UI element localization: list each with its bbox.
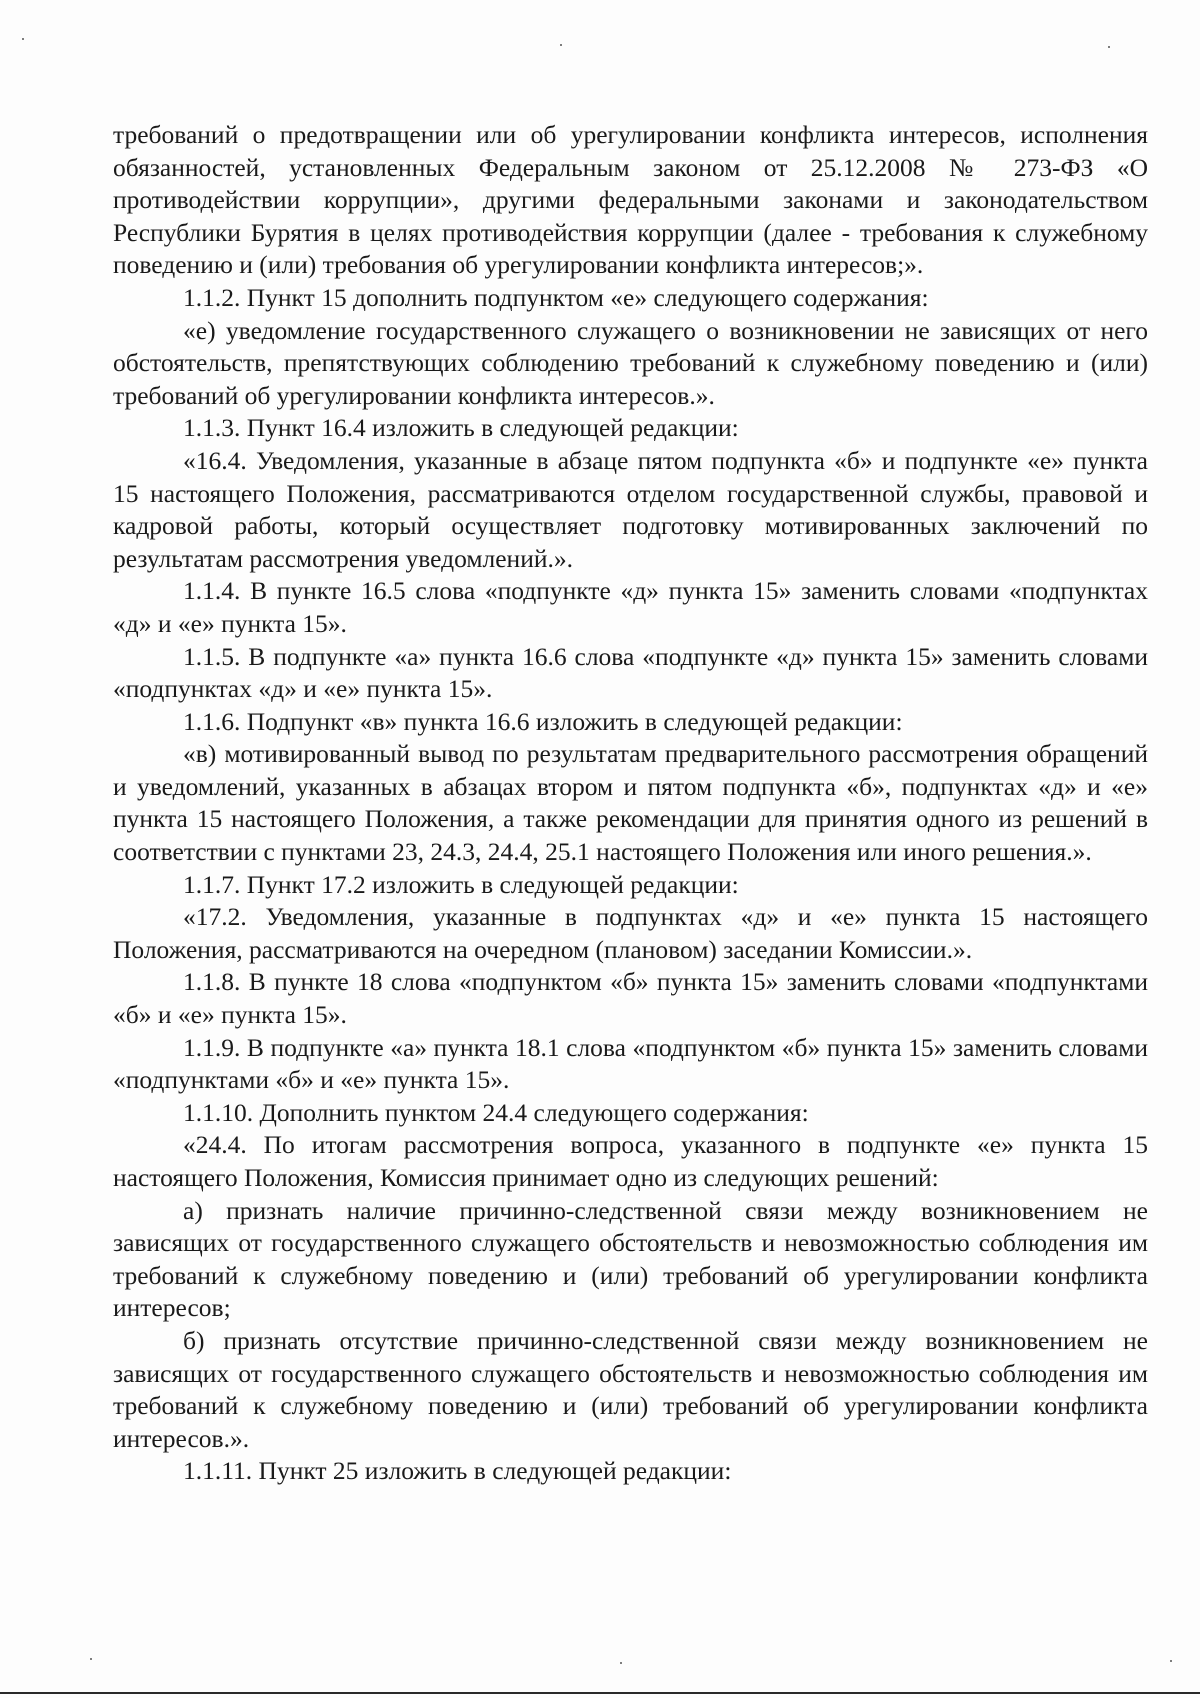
paragraph-1-1-11: 1.1.11. Пункт 25 изложить в следующей редакции:: [183, 1456, 732, 1486]
scan-speck: [90, 1658, 92, 1660]
paragraph-1-1-7: 1.1.7. Пункт 17.2 изложить в следующей редакции:: [183, 869, 739, 899]
paragraph-1-1-9: 1.1.9. В подпункте «а» пункта 18.1 слова «подпунктом «б» пункта 15» заменить словами «подпунктами «б» и «е» пункта 15».: [113, 1032, 1148, 1095]
paragraph-1-1-2: 1.1.2. Пункт 15 дополнить подпунктом «е» следующего содержания:: [183, 282, 929, 312]
paragraph-decision-a: а) признать наличие причинно-следственной связи между возникновением не зависящих от государственного служащего обстоятельств и невозможностью соблюдения им требований к служебному поведению и (или) требований об урегулировании конфликта интересов;: [113, 1195, 1148, 1323]
paragraph-subitem-e: «е) уведомление государственного служащего о возникновении не зависящих от него обстоятельств, препятствующих соблюдению требований к служебному поведению и (или) требований об урегулировании конфликта интересов.».: [113, 315, 1148, 410]
paragraph-17-2: «17.2. Уведомления, указанные в подпунктах «д» и «е» пункта 15 настоящего Положения, рассматриваются на очередном (плановом) заседании Комиссии.».: [113, 902, 1148, 964]
paragraph-1-1-3: 1.1.3. Пункт 16.4 изложить в следующей редакции:: [183, 413, 739, 443]
paragraph-24-4: «24.4. По итогам рассмотрения вопроса, указанного в подпункте «е» пункта 15 настоящего Положения, Комиссия принимает одно из следующих решений:: [113, 1130, 1148, 1192]
paragraph-1-1-8: 1.1.8. В пункте 18 слова «подпунктом «б» пункта 15» заменить словами «подпунктами «б» и «е» пункта 15».: [113, 967, 1148, 1030]
paragraph-1-1-6: 1.1.6. Подпункт «в» пункта 16.6 изложить в следующей редакции:: [183, 706, 903, 736]
scan-speck: [620, 1662, 622, 1664]
paragraph-1-1-5: 1.1.5. В подпункте «а» пункта 16.6 слова «подпункте «д» пункта 15» заменить словами «подпунктах «д» и «е» пункта 15».: [113, 641, 1148, 704]
scan-edge-line: [0, 1692, 1200, 1694]
scan-speck: [560, 44, 562, 46]
paragraph-continuation: требований о предотвращении или об урегулировании конфликта интересов, исполнения обязанностей, установленных Федеральным законом от 25.12.2008 № 273-ФЗ «О противодействии коррупции», другими федеральными законами и законодательством Республики Бурятия в целях противодействия коррупции (далее - требования к служебному поведению и (или) требования об урегулировании конфликта интересов;».: [113, 120, 1148, 280]
paragraph-1-1-4: 1.1.4. В пункте 16.5 слова «подпункте «д» пункта 15» заменить словами «подпунктах «д» и «е» пункта 15».: [113, 576, 1148, 638]
document-body: [113, 119, 1148, 1488]
scan-speck: [1108, 46, 1110, 48]
paragraph-decision-b: б) признать отсутствие причинно-следственной связи между возникновением не зависящих от государственного служащего обстоятельств и невозможностью соблюдения им требований к служебному поведению и (или) требований об урегулировании конфликта интересов.».: [113, 1325, 1148, 1453]
paragraph-1-1-10: 1.1.10. Дополнить пунктом 24.4 следующего содержания:: [183, 1097, 809, 1127]
paragraph-subitem-v: «в) мотивированный вывод по результатам предварительного рассмотрения обращений и уведомлений, указанных в абзацах втором и пятом подпункта «б», подпунктах «д» и «е» пункта 15 настоящего Положения, а также рекомендации для принятия одного из решений в соответствии с пунктами 23, 24.3, 24.4, 25.1 настоящего Положения или иного решения.».: [113, 739, 1148, 867]
paragraph-16-4: «16.4. Уведомления, указанные в абзаце пятом подпункта «б» и подпункте «е» пункта 15 настоящего Положения, рассматриваются отделом государственной службы, правовой и кадровой работы, который осуществляет подготовку мотивированных заключений по результатам рассмотрения уведомлений.».: [113, 445, 1148, 573]
scan-speck: [1170, 1660, 1172, 1662]
scan-speck: [22, 38, 24, 40]
